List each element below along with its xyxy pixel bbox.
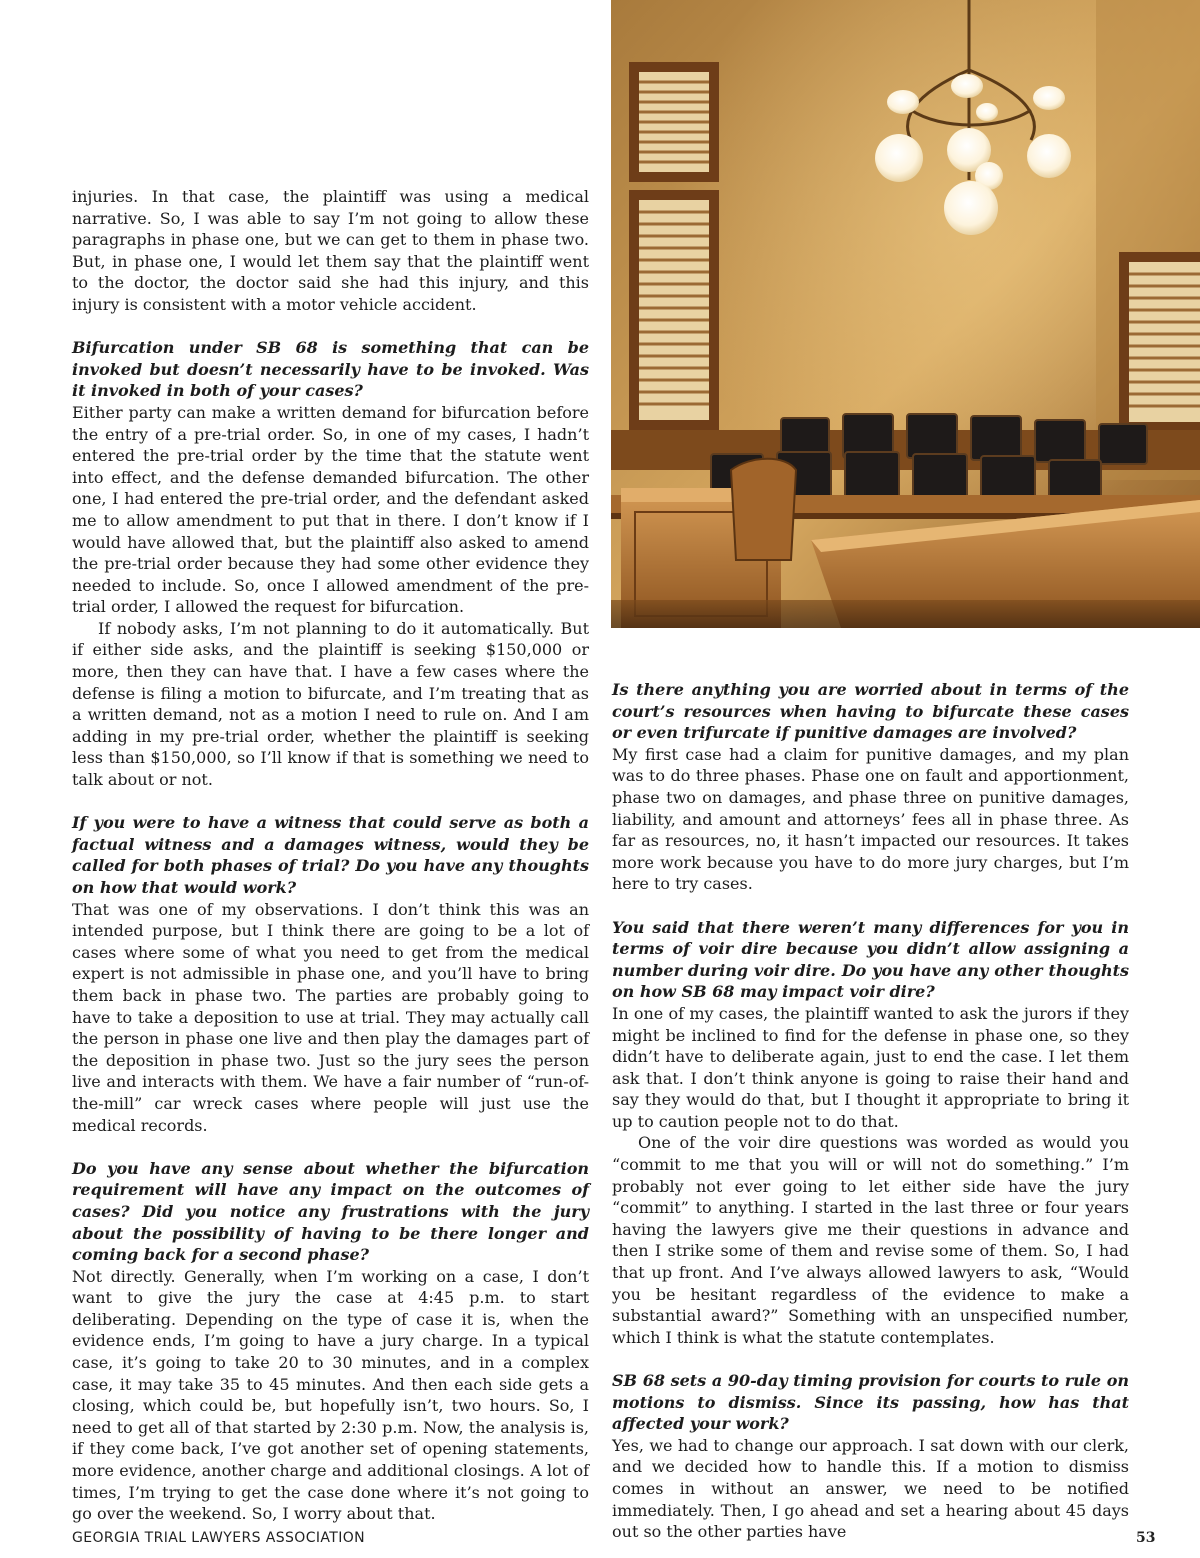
right-answer-6: Yes, we had to change our approach. I sat down with our clerk, and we decided how to handle this. If a motion to dismiss comes in without an answer, we need to be notified immediately. Then, I go ahead and set a hearing about 45 days out so the other parties have [612, 1435, 1129, 1542]
footer-organization: GEORGIA TRIAL LAWYERS ASSOCIATION [72, 1530, 366, 1546]
right-answer-3: In one of my cases, the plaintiff wanted to ask the jurors if they might be inclined to find for the defense in phase one, so they didn’t have to deliberate again, just to end the case. I let them ask that. I don’t think anyone is going to raise their hand and say they would do that, but I thought it appropriate to bring it up to caution people not to do that. [612, 1003, 1129, 1131]
paragraph-gap [72, 1136, 589, 1158]
window-right [1119, 252, 1200, 432]
right-question-5: SB 68 sets a 90-day timing provision for courts to rule on motions to dismiss. Since its passing, how has that affected your work? [612, 1371, 1129, 1434]
right-answer-4: One of the voir dire questions was worded as would you “commit to me that you will or will not do something.” I’m probably not ever going to let either side have the jury “commit” to anything. I started in the last three or four years having the lawyers give me their questions in advance and then I strike some of them and revise some of them. So, I had that up front. And I’ve always allowed lawyers to ask, “Would you be hesitant regardless of the evidence to make a substantial award?” Something with an unspecified number, which I think is what the statute contemplates. [612, 1133, 1129, 1347]
page-number: 53 [1136, 1530, 1156, 1546]
wooden-chair [731, 459, 796, 560]
left-text-column [72, 186, 589, 1525]
left-answer-7: Not directly. Generally, when I’m working on a case, I don’t want to give the jury the case at 4:45 p.m. to start deliberating. Depending on the type of case it is, when the evidence ends, I’m going to have a jury charge. In a typical case, it’s going to take 20 to 30 minutes, and in a complex case, it may take 35 to 45 minutes. And then each side gets a closing, which could be, but hopefully isn’t, two hours. So, I need to get all of that started by 2:30 p.m. Now, the analysis is, if they come back, I’ve got another set of opening statements, more evidence, another charge and additional closings. A lot of times, I’m trying to get the case done where it’s not going to go over the weekend. So, I worry about that. [72, 1266, 589, 1524]
left-answer-3: If nobody asks, I’m not planning to do it automatically. But if either side asks, and the plaintiff is seeking $150,000 or more, then they can have that. I have a few cases where the defense is filing a motion to bifurcate, and I’m treating that as a written demand, not as a motion I need to rule on. And I am adding in my pre-trial order, whether the plaintiff is seeking less than $150,000, so I’ll know if that is something we need to talk about or not. [72, 618, 589, 790]
right-question-0: Is there anything you are worried about in terms of the court’s resources when having to bifurcate these cases or even trifurcate if punitive damages are involved? [612, 680, 1129, 743]
paragraph-gap [72, 791, 589, 813]
paragraph-gap [612, 895, 1129, 917]
paragraph-gap [72, 316, 589, 338]
left-question-1: Bifurcation under SB 68 is something that can be invoked but doesn’t necessarily have to be invoked. Was it invoked in both of your cases? [72, 338, 589, 401]
courtroom-photo [611, 0, 1200, 628]
right-text-column [612, 679, 1129, 1543]
window-left-lower [629, 190, 719, 430]
paragraph-gap [612, 1348, 1129, 1370]
left-answer-2: Either party can make a written demand for bifurcation before the entry of a pre-trial order. So, in one of my cases, I hadn’t entered the pre-trial order by the time that the statute went into effect, and the defense demanded bifurcation. The other one, I had entered the pre-trial order, and the defendant asked me to allow amendment to put that in there. I don’t know if I would have allowed that, but the plaintiff also asked to amend the pre-trial order because they had some other evidence they needed to include. So, once I allowed amendment of the pre-trial order, I allowed the request for bifurcation. [72, 402, 589, 617]
window-left-upper [629, 62, 719, 182]
right-question-2: You said that there weren’t many differences for you in terms of voir dire because you didn’t allow assigning a number during voir dire. Do you have any other thoughts on how SB 68 may impact voir dire? [612, 917, 1129, 1002]
right-answer-1: My first case had a claim for punitive damages, and my plan was to do three phases. Phase one on fault and apportionment, phase two on damages, and phase three on punitive damages, liability, and amount and attorneys’ fees all in phase three. As far as resources, no, it hasn’t impacted our resources. It takes more work because you have to do more jury charges, but I’m here to try cases. [612, 744, 1129, 894]
left-answer-5: That was one of my observations. I don’t think this was an intended purpose, but I think there are going to be a lot of cases where some of what you need to get from the medical expert is not admissible in phase one, and you’ll have to bring them back in phase two. The parties are probably going to have to take a deposition to use at trial. They may actually call the person in phase one live and then play the damages part of the deposition in phase two. Just so the jury sees the person live and interacts with them. We have a fair number of “run-of-the-mill” car wreck cases where people will just use the medical records. [72, 899, 589, 1135]
left-question-6: Do you have any sense about whether the bifurcation requirement will have any impact on the outcomes of cases? Did you notice any frustrations with the jury about the possibility of having to be there longer and coming back for a second phase? [72, 1158, 589, 1265]
left-question-4: If you were to have a witness that could serve as both a factual witness and a damages witness, would they be called for both phases of trial? Do you have any thoughts on how that would work? [72, 813, 589, 897]
left-answer-0: injuries. In that case, the plaintiff was using a medical narrative. So, I was able to say I’m not going to allow these paragraphs in phase one, but we can get to them in phase two. But, in phase one, I would let them say that the plaintiff went to the doctor, the doctor said she had this injury, and this injury is consistent with a motor vehicle accident. [72, 187, 589, 314]
